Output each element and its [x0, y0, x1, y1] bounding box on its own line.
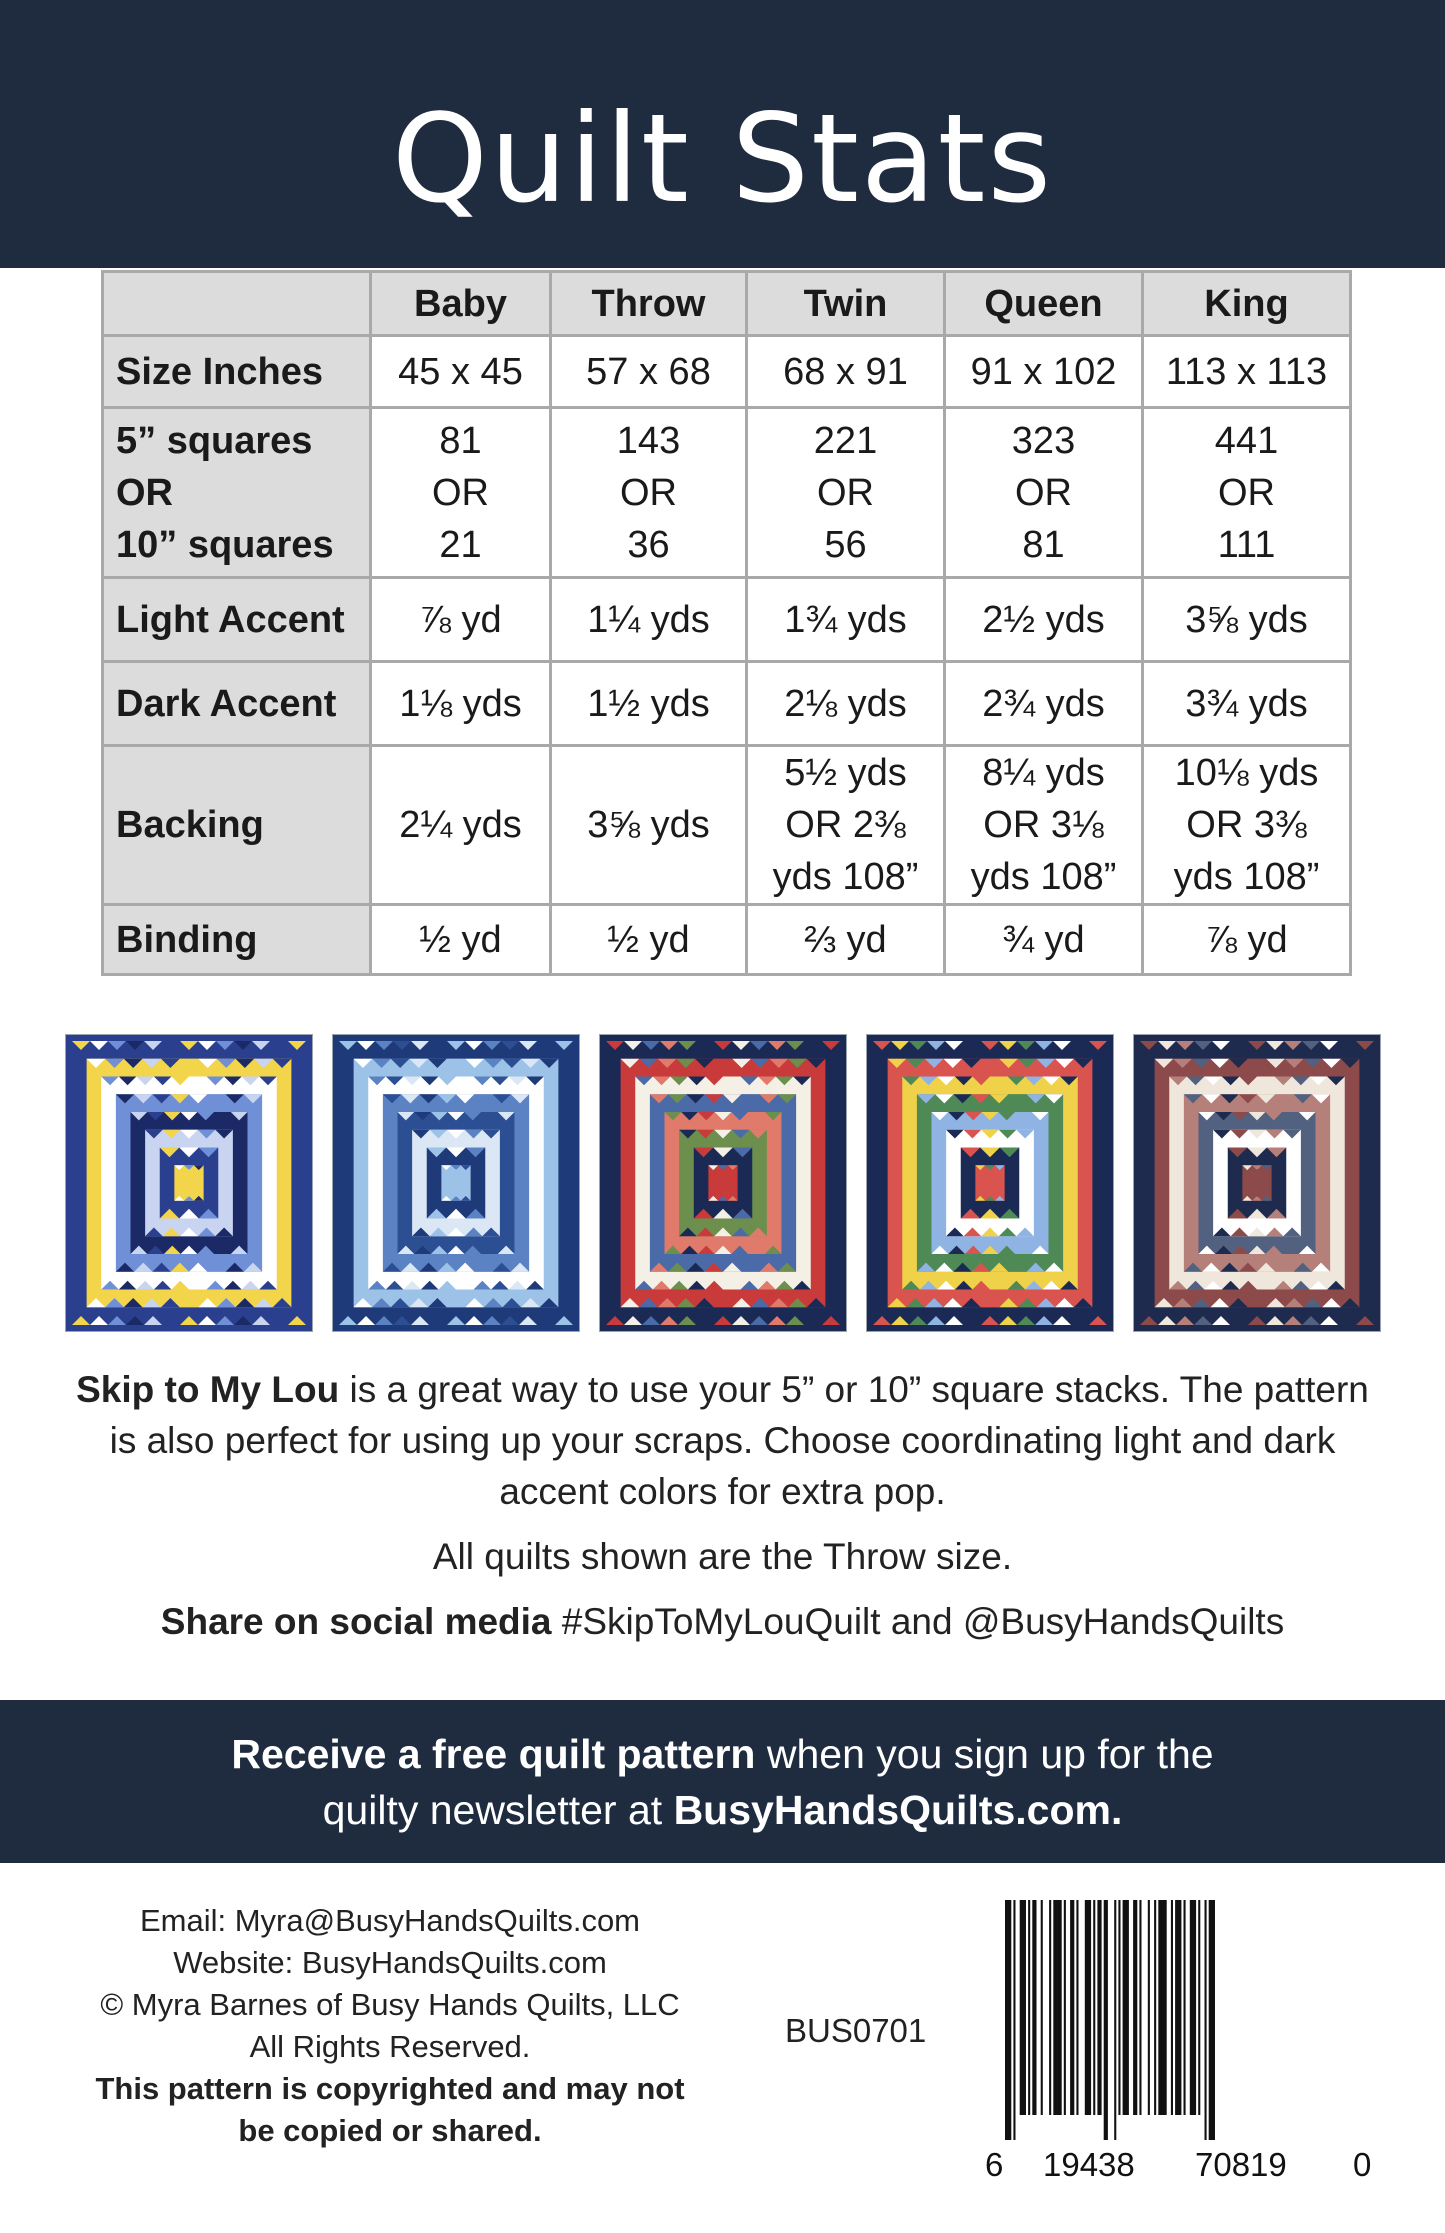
table-header-blank — [103, 272, 371, 336]
description — [60, 1364, 1385, 1647]
barcode-digit-last: 0 — [1353, 2146, 1372, 2183]
barcode-bars — [985, 1900, 1375, 2140]
row-label: Backing — [103, 746, 371, 905]
newsletter-line-1: Receive a free quilt pattern when you sign up for the — [231, 1731, 1214, 1777]
quilt-image — [599, 1034, 847, 1332]
table-cell: 8¼ yds OR 3⅛ yds 108” — [945, 746, 1143, 905]
rights-text: All Rights Reserved. — [249, 2029, 531, 2064]
table-row-backing — [103, 746, 1351, 905]
table-header-baby: Baby — [371, 272, 551, 336]
quilt-stats-table — [101, 270, 1352, 976]
row-label: Light Accent — [103, 578, 371, 662]
table-cell: 323 OR 81 — [945, 408, 1143, 578]
table-cell: ½ yd — [371, 905, 551, 975]
table-header-twin: Twin — [747, 272, 945, 336]
quilt-gallery — [65, 1034, 1381, 1334]
website-text: Website: BusyHandsQuilts.com — [173, 1945, 607, 1980]
email-text: Email: Myra@BusyHandsQuilts.com — [139, 1903, 641, 1938]
table-cell: ⅞ yd — [371, 578, 551, 662]
barcode-digit-first: 6 — [985, 2146, 1004, 2183]
table-cell: 3⅝ yds — [551, 746, 747, 905]
table-row-binding — [103, 905, 1351, 975]
table-header-queen: Queen — [945, 272, 1143, 336]
quilt-image — [1133, 1034, 1381, 1332]
page-title: Quilt Stats — [391, 88, 1054, 230]
table-row-squares — [103, 408, 1351, 578]
table-row-size — [103, 336, 1351, 408]
row-label: Dark Accent — [103, 662, 371, 746]
barcode-digits-right: 70819 — [1195, 2146, 1287, 2183]
row-label: Size Inches — [103, 336, 371, 408]
title-banner — [0, 0, 1445, 268]
table-cell: ½ yd — [551, 905, 747, 975]
table-cell: 221 OR 56 — [747, 408, 945, 578]
table-cell: 81 OR 21 — [371, 408, 551, 578]
social-media-line: Share on social media #SkipToMyLouQuilt and @BusyHandsQuilts — [160, 1601, 1285, 1642]
table-cell: 68 x 91 — [747, 336, 945, 408]
row-label: Binding — [103, 905, 371, 975]
quilt-image — [332, 1034, 580, 1332]
table-cell: ¾ yd — [945, 905, 1143, 975]
table-cell: 91 x 102 — [945, 336, 1143, 408]
table-cell: 143 OR 36 — [551, 408, 747, 578]
table-cell: 1¾ yds — [747, 578, 945, 662]
table-cell: 3¾ yds — [1143, 662, 1351, 746]
barcode-digits-left: 19438 — [1043, 2146, 1135, 2183]
table-row-light-accent — [103, 578, 1351, 662]
table-row-dark-accent — [103, 662, 1351, 746]
description-paragraph: Skip to My Lou is a great way to use your 5” or 10” square stacks. The pattern is also perfect for using up your scraps. Choose coordinating light and dark accent colors for extra pop. — [76, 1369, 1369, 1512]
table-cell: 441 OR 111 — [1143, 408, 1351, 578]
table-cell: ⅔ yd — [747, 905, 945, 975]
table-cell: 10⅛ yds OR 3⅜ yds 108” — [1143, 746, 1351, 905]
contact-info — [60, 1900, 720, 2152]
newsletter-line-2: quilty newsletter at BusyHandsQuilts.com. — [322, 1787, 1123, 1833]
table-cell: 5½ yds OR 2⅜ yds 108” — [747, 746, 945, 905]
copyright-text: © Myra Barnes of Busy Hands Quilts, LLC — [100, 1987, 680, 2022]
table-cell: 2¾ yds — [945, 662, 1143, 746]
table-cell: 3⅝ yds — [1143, 578, 1351, 662]
table-cell: 2⅛ yds — [747, 662, 945, 746]
table-cell: 2¼ yds — [371, 746, 551, 905]
table-cell: 57 x 68 — [551, 336, 747, 408]
table-cell: 1¼ yds — [551, 578, 747, 662]
size-note: All quilts shown are the Throw size. — [432, 1536, 1013, 1577]
table-cell: 1½ yds — [551, 662, 747, 746]
table-cell: 113 x 113 — [1143, 336, 1351, 408]
table-cell: 1⅛ yds — [371, 662, 551, 746]
sku-code: BUS0701 — [785, 2012, 927, 2049]
barcode — [985, 1900, 1375, 2200]
table-header-king: King — [1143, 272, 1351, 336]
quilt-image — [65, 1034, 313, 1332]
table-cell: 45 x 45 — [371, 336, 551, 408]
copyright-notice: This pattern is copyrighted and may not — [95, 2071, 685, 2106]
row-label: 5” squares OR 10” squares — [103, 408, 371, 578]
table-header-throw: Throw — [551, 272, 747, 336]
table-header-row — [103, 272, 1351, 336]
copyright-notice-2: be copied or shared. — [238, 2113, 542, 2148]
table-cell: 2½ yds — [945, 578, 1143, 662]
newsletter-banner — [0, 1700, 1445, 1863]
table-cell: ⅞ yd — [1143, 905, 1351, 975]
quilt-image — [866, 1034, 1114, 1332]
